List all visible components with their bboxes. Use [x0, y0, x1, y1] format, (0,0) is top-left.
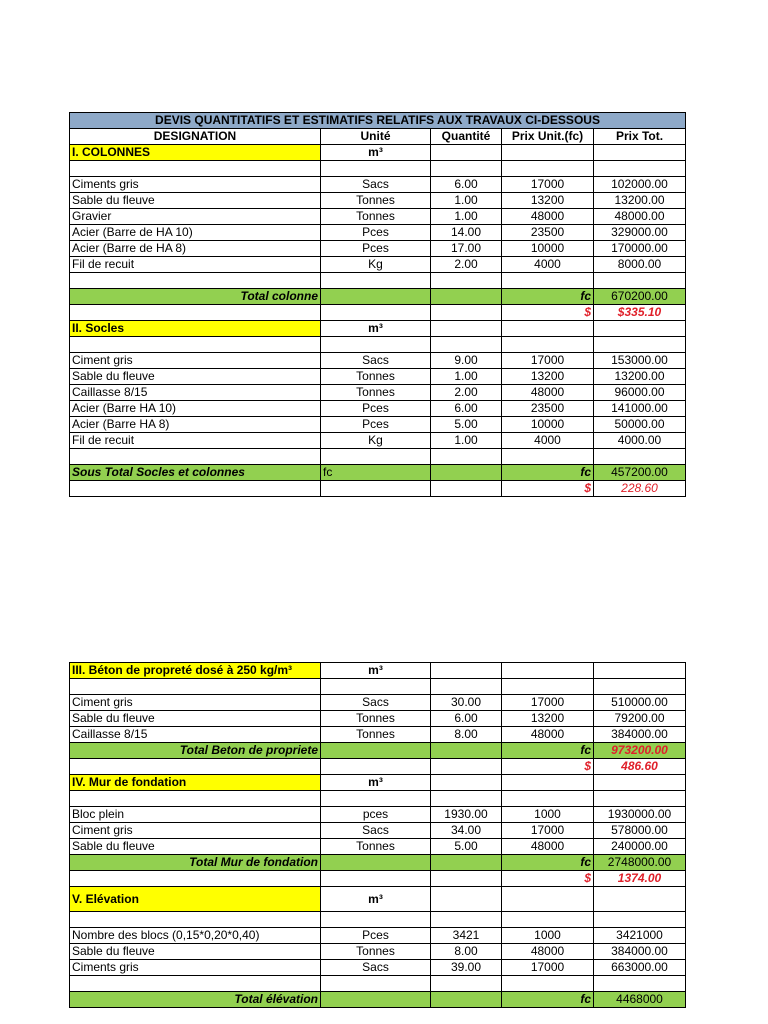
total-value: 457200.00 [594, 465, 686, 481]
total-row [70, 855, 686, 871]
section-title: IV. Mur de fondation [70, 775, 321, 791]
section-title: I. COLONNES [70, 145, 321, 161]
usd-total: 486.60 [594, 759, 686, 775]
table-row: Sable du fleuve Tonnes 1.00 13200 13200.00 [70, 369, 686, 385]
section-unit: m³ [321, 775, 431, 791]
table-row: Sable du fleuve Tonnes 5.00 48000 240000.00 [70, 839, 686, 855]
table-row: Ciments gris Sacs 39.00 17000 663000.00 [70, 960, 686, 976]
table-row: Acier (Barre de HA 8) Pces 17.00 10000 170000.00 [70, 241, 686, 257]
table-row: Nombre des blocs (0,15*0,20*0,40) Pces 3421 1000 3421000 [70, 928, 686, 944]
table-row: Sable du fleuve Tonnes 8.00 48000 384000.00 [70, 944, 686, 960]
total-value: 670200.00 [594, 289, 686, 305]
section-title: V. Elévation [70, 887, 321, 912]
currency-label: fc [502, 465, 594, 481]
section-title: II. Socles [70, 321, 321, 337]
total-value: 4468000 [594, 992, 686, 1008]
header-quantity: Quantité [431, 129, 502, 145]
header-total-price: Prix Tot. [594, 129, 686, 145]
table-row: Acier (Barre HA 8) Pces 5.00 10000 50000.00 [70, 417, 686, 433]
empty-row [70, 912, 686, 928]
empty-row [70, 337, 686, 353]
total-row: Sous Total Socles et colonnes fc fc 457200.00 [70, 465, 686, 481]
table-row: Bloc plein pces 1930.00 1000 1930000.00 [70, 807, 686, 823]
table-row: Sable du fleuve Tonnes 1.00 13200 13200.00 [70, 193, 686, 209]
sheet-title: DEVIS QUANTITATIFS ET ESTIMATIFS RELATIFS AUX TRAVAUX CI-DESSOUS [70, 113, 686, 129]
empty-row [70, 791, 686, 807]
total-value: 973200.00 [594, 743, 686, 759]
section-title: III. Béton de propreté dosé à 250 kg/m³ [70, 663, 321, 679]
estimate-table-1 [69, 112, 686, 497]
total-row [70, 743, 686, 759]
header-unit-price: Prix Unit.(fc) [502, 129, 594, 145]
table-row: Caillasse 8/15 Tonnes 8.00 48000 384000.00 [70, 727, 686, 743]
usd-total: 228.60 [594, 481, 686, 497]
usd-row: $ 486.60 [70, 759, 686, 775]
total-value: 2748000.00 [594, 855, 686, 871]
currency-label: fc [502, 289, 594, 305]
table-row: Caillasse 8/15 Tonnes 2.00 48000 96000.00 [70, 385, 686, 401]
total-row [70, 289, 686, 305]
estimate-table-2 [69, 662, 686, 1008]
total-row [70, 992, 686, 1008]
section-unit: m³ [321, 887, 431, 912]
empty-row [70, 273, 686, 289]
currency-label: fc [502, 992, 594, 1008]
total-label: Sous Total Socles et colonnes [70, 465, 321, 481]
total-label: Total Mur de fondation [70, 855, 321, 871]
table-row: Sable du fleuve Tonnes 6.00 13200 79200.00 [70, 711, 686, 727]
table-row: Fil de recuit Kg 2.00 4000 8000.00 [70, 257, 686, 273]
table-row: Acier (Barre de HA 10) Pces 14.00 23500 329000.00 [70, 225, 686, 241]
table-row: Ciments gris Sacs 6.00 17000 102000.00 [70, 177, 686, 193]
section-unit: m³ [321, 321, 431, 337]
empty-row [70, 449, 686, 465]
total-label: Total élévation [70, 992, 321, 1008]
usd-row: $ 228.60 [70, 481, 686, 497]
table-row: Gravier Tonnes 1.00 48000 48000.00 [70, 209, 686, 225]
empty-row [70, 679, 686, 695]
table-row: Ciment gris Sacs 30.00 17000 510000.00 [70, 695, 686, 711]
table-row: Acier (Barre HA 10) Pces 6.00 23500 141000.00 [70, 401, 686, 417]
table-row: Ciment gris Sacs 34.00 17000 578000.00 [70, 823, 686, 839]
total-label: Total Beton de propriete [70, 743, 321, 759]
table-row: Fil de recuit Kg 1.00 4000 4000.00 [70, 433, 686, 449]
section-unit: m³ [321, 145, 431, 161]
usd-row: $ 1374.00 [70, 871, 686, 887]
header-designation: DESIGNATION [70, 129, 321, 145]
section-unit: m³ [321, 663, 431, 679]
header-unit: Unité [321, 129, 431, 145]
total-label: Total colonne [70, 289, 321, 305]
usd-total: $335.10 [594, 305, 686, 321]
empty-row [70, 161, 686, 177]
currency-label: fc [502, 855, 594, 871]
empty-row [70, 976, 686, 992]
table-row: Ciment gris Sacs 9.00 17000 153000.00 [70, 353, 686, 369]
currency-label: fc [502, 743, 594, 759]
usd-total: 1374.00 [594, 871, 686, 887]
usd-row: $ $335.10 [70, 305, 686, 321]
